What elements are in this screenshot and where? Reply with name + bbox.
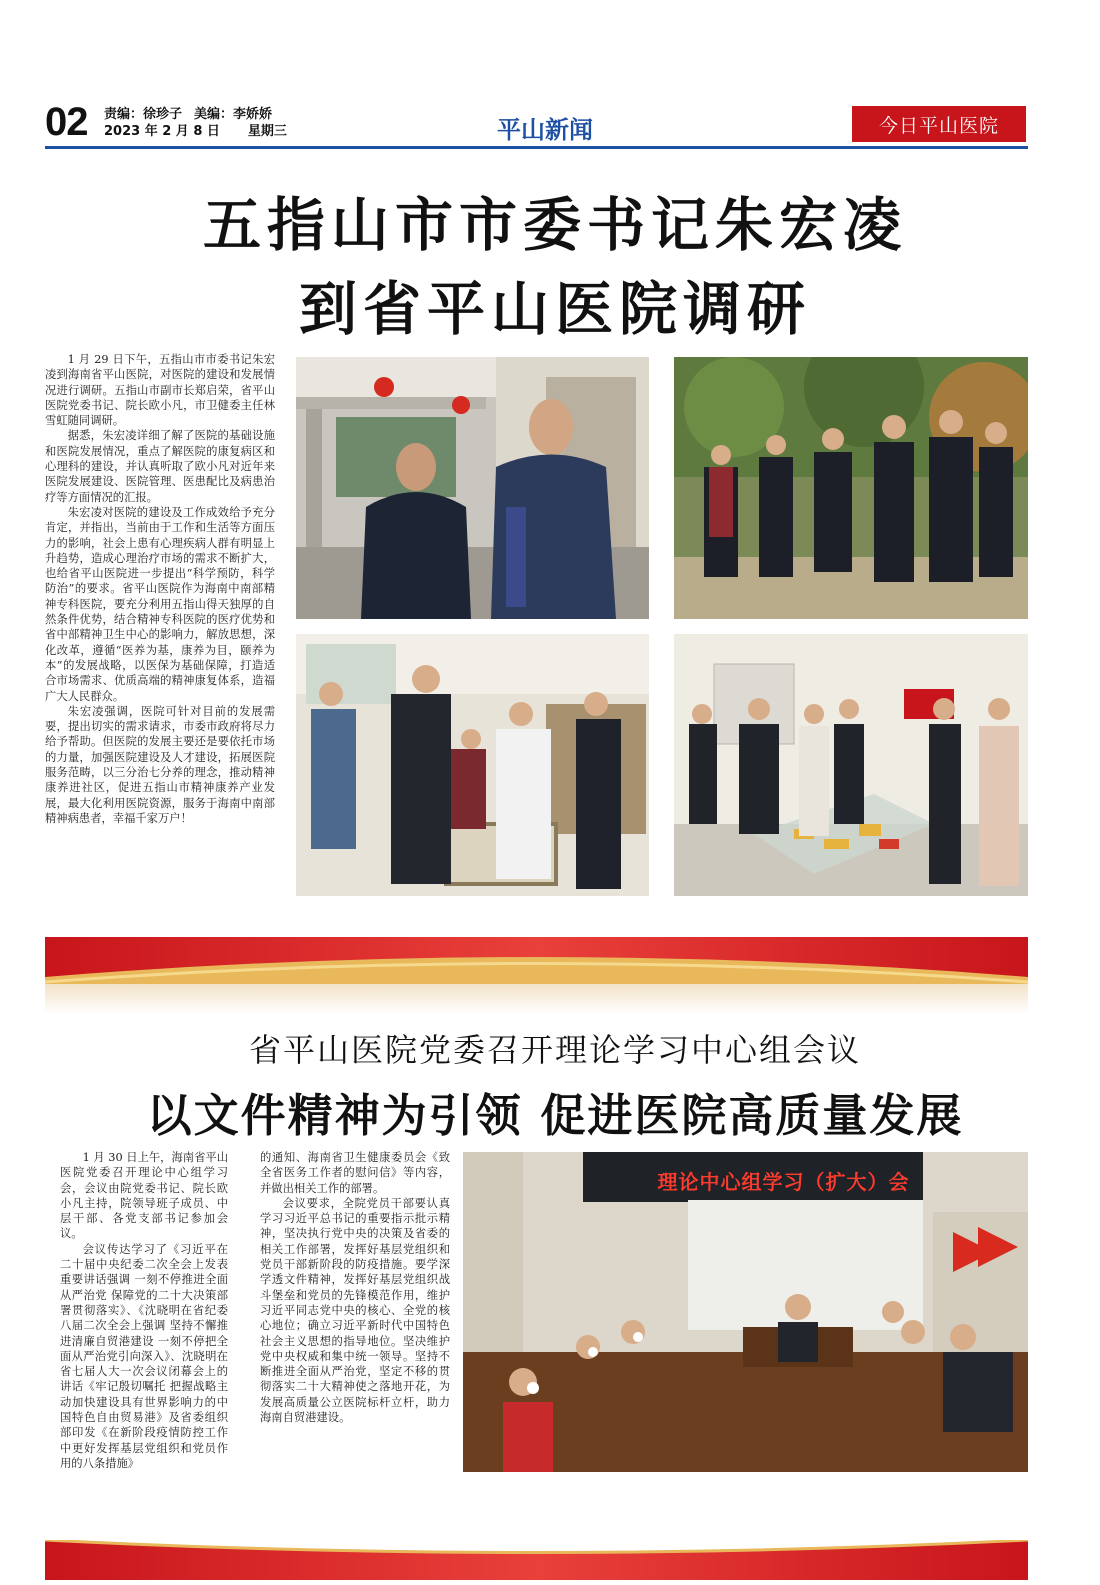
page-number: 02 [45, 100, 88, 144]
article2-paragraph: 会议传达学习了《习近平在二十届中央纪委二次全会上发表重要讲话强调 一刻不停推进全面从严治党 保障党的二十大决策部署贯彻落实》、《沈晓明在省纪委八届二次全会上强调 坚持不懈推进清廉自贸港建设 一刻不停把全面从严治党引向深入》、沈晓明在省七届人大一次会议闭幕会上的讲话《牢记殷切嘱托 把握战略主动加快建设具有世界影响力的中国特色自由贸易港》及省委组织部印发《在新阶段疫情防控工作中更好发挥基层党组织和党员作用的八条措施》 [60, 1242, 228, 1470]
article2-subtitle: 省平山医院党委召开理论学习中心组会议 [248, 1031, 861, 1069]
article1-body [45, 352, 275, 826]
article2-paragraph: 1 月 30 日上午，海南省平山医院党委召开理论中心组学习会，会议由院党委书记、院长欧小凡主持，院领导班子成员、中层干部、各党支部书记参加会议。 [60, 1151, 228, 1241]
newspaper-brand: 今日平山医院 [852, 106, 1026, 142]
header-rule [45, 146, 1028, 149]
photo-walking-group [674, 357, 1028, 619]
section-title: 平山新闻 [497, 116, 593, 144]
section-divider-banner [45, 937, 1028, 984]
article2-title: 以文件精神为引领 促进医院高质量发展 [146, 1089, 964, 1142]
article2-column-2 [260, 1150, 450, 1425]
footer-banner [45, 1540, 1028, 1580]
issue-date: 2023 年 2 月 8 日 [104, 124, 220, 139]
meeting-banner-text: 理论中心组学习（扩大）会 [657, 1170, 910, 1194]
article2-paragraph: 的通知、海南省卫生健康委员会《致全省医务工作者的慰问信》等内容，并做出相关工作的部署。 [260, 1151, 450, 1195]
article2-column-1 [60, 1150, 228, 1471]
article1-paragraph: 朱宏凌强调，医院可针对目前的发展需要，提出切实的需求请求，市委市政府将尽力给予帮助。但医院的发展主要还是要依托市场的力量，加强医院建设及人才建设，拓展医院服务范畴，以三分治七分养的理念，推动精神康养进社区，促进五指山市精神康养产业发展，最大化利用医院资源，服务于海南中南部精神病患者，幸福千家万户！ [45, 704, 275, 825]
article1-title-line1: 五指山市市委书记朱宏凌 [202, 191, 907, 259]
article1-paragraph: 1 月 29 日下午，五指山市市委书记朱宏凌到海南省平山医院，对医院的建设和发展情况进行调研。五指山市副市长郑启荣，省平山医院党委书记、院长欧小凡，市卫健委主任林雪虹随同调研。 [45, 353, 275, 428]
page-meta [104, 106, 287, 140]
photo-shop-counter [674, 634, 1028, 896]
editor-credit: 责编：徐珍子 [104, 107, 183, 122]
article1-paragraph: 朱宏凌对医院的建设及工作成效给予充分肯定，并指出，当前由于工作和生活等方面压力的影响，社会上患有心理疾病人群有明显上升趋势，造成心理治疗市场的需求不断扩大，也给省平山医院进一步提出“科学预防，科学防治”的要求。省平山医院作为海南中南部精神专科医院，要充分利用五指山得天独厚的自然条件优势，结合精神专科医院的医疗优势和省中部精神卫生中心的影响力，解放思想，深化改革，遵循“医养为基，康养为目，颐养为本”的发展战略，以医保为基础保障，打造适合市场需求、优质高端的精神康复体系，造福广大人民群众。 [45, 505, 275, 703]
photo-meeting [463, 1152, 1028, 1472]
article2-paragraph: 会议要求，全院党员干部要认真学习习近平总书记的重要指示批示精神，坚决执行党中央的决策及省委的相关工作部署，发挥好基层党组织和党员干部新阶段的防疫措施。要学深学透文件精神，发挥好基层党组织战斗堡垒和党员的先锋模范作用，维护习近平同志党中央的核心、全党的核心地位；确立习近平新时代中国特色社会主义思想的指导地位。坚决维护党中央权威和集中统一领导。坚持不断推进全面从严治党，坚定不移的贯彻落实二十大精神使之落地开花，为发展高质量公立医院标杆立杆，助力海南自贸港建设。 [260, 1196, 450, 1425]
photo-entrance-visit [296, 357, 649, 619]
banner-fade [45, 984, 1028, 1014]
article1-paragraph: 据悉，朱宏凌详细了解了医院的基础设施和医院发展情况，重点了解医院的康复病区和心理科的建设，并认真听取了欧小凡对近年来医院发展建设、医院管理、医患配比及病患治疗等方面情况的汇报。 [45, 429, 275, 504]
issue-weekday: 星期三 [247, 124, 287, 139]
designer-credit: 美编：李娇娇 [194, 107, 273, 122]
article1-title-line2: 到省平山医院调研 [298, 275, 811, 343]
photo-therapy-room [296, 634, 649, 896]
